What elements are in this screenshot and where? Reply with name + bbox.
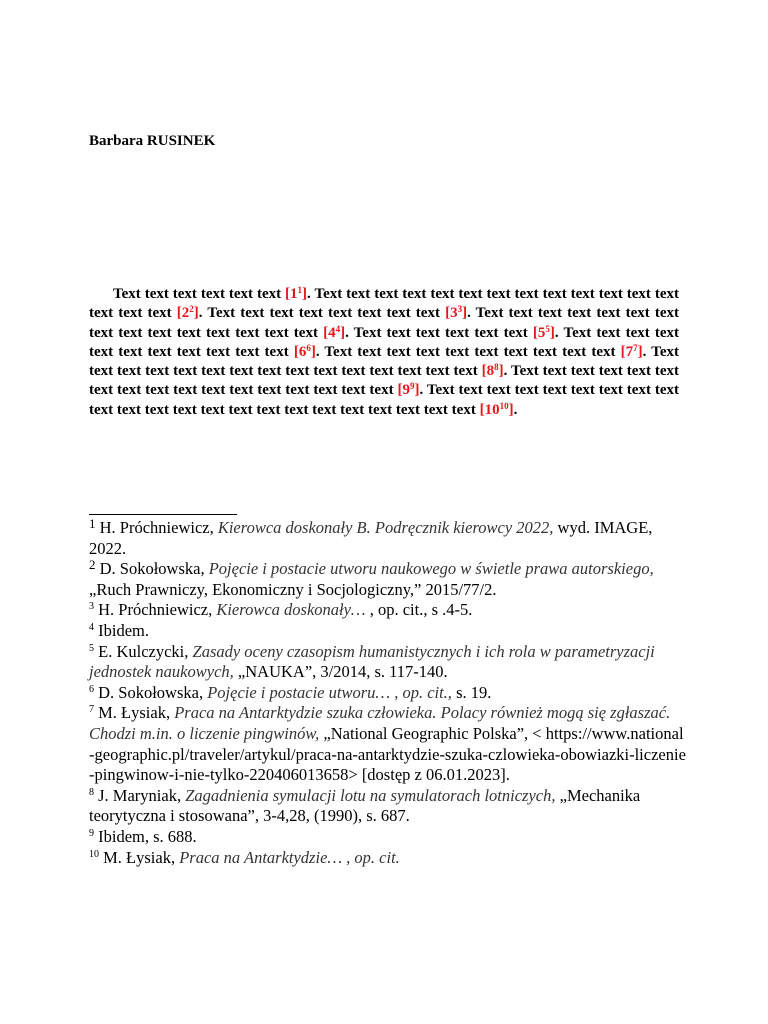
footnote-title: Zagadnienia symulacji lotu na symulatorach lotniczych, bbox=[185, 785, 560, 805]
footnote-number: 5 bbox=[89, 642, 94, 654]
citation-number: 10 bbox=[484, 401, 500, 418]
citation-reference[interactable]: $[8^8]$ bbox=[481, 362, 504, 380]
punctuation: . bbox=[503, 363, 511, 380]
punctuation: . bbox=[419, 382, 427, 399]
footnote-author: E. Kulczycki, bbox=[98, 641, 193, 661]
footnote-source: „NAUKA”, 3/2014, s. 117-140. bbox=[237, 662, 448, 682]
citation-reference[interactable]: $[2^2]$ bbox=[176, 304, 199, 322]
citation-reference[interactable]: $[10^{10}]$ bbox=[479, 400, 514, 418]
body-text-run: Text text text text text text text text text text text text text text text bbox=[89, 305, 679, 341]
footnote-marker: 1 bbox=[297, 285, 303, 295]
footnote-marker: 6 bbox=[306, 342, 311, 353]
footnote-item bbox=[89, 559, 689, 600]
footnote-author: M. Łysiak, bbox=[98, 703, 175, 723]
footnote-title: Pojęcie i postacie utworu… , op. cit., bbox=[207, 682, 452, 702]
citation-number: 3 bbox=[450, 305, 458, 322]
citation-number: 2 bbox=[181, 305, 190, 322]
footnote-number: 9 bbox=[89, 827, 94, 839]
citation-number: 1 bbox=[290, 286, 298, 302]
citation-reference[interactable]: $[4^4]$ bbox=[323, 323, 346, 341]
body-text-run: Text text text text text text text text text text text bbox=[89, 324, 679, 360]
punctuation: . bbox=[315, 343, 325, 360]
punctuation: . bbox=[513, 401, 518, 418]
footnote-author: D. Sokołowska, bbox=[98, 682, 208, 702]
body-text-run: Text text text text text text text text text text bbox=[324, 343, 621, 360]
footnote-number: 2 bbox=[89, 557, 96, 573]
citation-reference[interactable]: $[9^9]$ bbox=[397, 381, 420, 399]
punctuation: . bbox=[198, 305, 208, 322]
footnote-number: 6 bbox=[89, 683, 94, 695]
footnote-marker: 7 bbox=[633, 342, 638, 353]
footnote-item bbox=[89, 703, 689, 785]
footnote-item bbox=[89, 518, 689, 559]
footnote-title: Praca na Antarktydzie szuka człowieka. Polacy również mogą się zgłaszać. Chodzi m.in. o liczenie pingwinów, bbox=[89, 703, 671, 743]
footnote-title: Praca na Antarktydzie… , op. cit. bbox=[179, 847, 400, 867]
footnote-author: H. Próchniewicz, bbox=[98, 600, 217, 620]
body-text-run: Text text text text text text bbox=[113, 286, 286, 302]
citation-number: 5 bbox=[537, 324, 546, 341]
footnote-author: Ibidem, s. 688. bbox=[98, 826, 197, 846]
footnote-title: Zasady oceny czasopism humanistycznych i ich rola w parametryzacji jednostek naukowych, bbox=[89, 641, 655, 682]
footnote-item bbox=[89, 683, 689, 704]
footnote-item bbox=[89, 848, 689, 869]
footnote-number: 10 bbox=[89, 848, 99, 860]
citation-number: 6 bbox=[298, 343, 307, 360]
citation-reference[interactable]: $[1^1]$ bbox=[285, 285, 308, 302]
citation-reference[interactable]: $[3^3]$ bbox=[445, 304, 468, 322]
footnote-number: 4 bbox=[89, 621, 94, 633]
footnote-source: „Ruch Prawniczy, Ekonomiczny i Socjologiczny,” 2015/77/2. bbox=[89, 579, 497, 599]
footnote-marker: 8 bbox=[494, 362, 499, 373]
body-text-run: Text text text text text text bbox=[353, 324, 533, 341]
footnote-author: M. Łysiak, bbox=[103, 847, 180, 867]
footnote-item bbox=[89, 786, 689, 827]
footnote-author: J. Maryniak, bbox=[98, 785, 186, 805]
citation-number: 7 bbox=[625, 343, 634, 360]
body-text-run: Text text text text text text text text text text text text text text text text bbox=[89, 286, 679, 322]
citation-reference[interactable]: $[6^6]$ bbox=[293, 342, 316, 360]
body-text-run: Text text text text text text text text text text text text text text text text text bbox=[89, 363, 679, 399]
footnote-marker: 5 bbox=[545, 323, 550, 334]
body-text-run: Text text text text text text text text text text text text text text text text text text text text text text text bbox=[89, 382, 679, 418]
body-text-run: Text text text text text text text text text text text text text text text bbox=[89, 343, 679, 380]
footnote-title: Pojęcie i postacie utworu naukowego w świetle prawa autorskiego, bbox=[208, 559, 654, 579]
footnote-source: s. 19. bbox=[451, 682, 492, 702]
body-paragraph bbox=[89, 285, 679, 420]
footnote-marker: 4 bbox=[335, 323, 341, 334]
footnote-author: H. Próchniewicz, bbox=[99, 518, 218, 537]
footnote-marker: 9 bbox=[409, 381, 415, 392]
punctuation: . bbox=[345, 324, 354, 341]
footnotes-list bbox=[89, 518, 689, 868]
citation-number: 8 bbox=[486, 363, 495, 380]
footnote-separator bbox=[89, 514, 237, 515]
footnote-marker: 2 bbox=[189, 304, 194, 315]
citation-number: 9 bbox=[402, 382, 410, 399]
footnote-number: 7 bbox=[89, 704, 94, 716]
punctuation: . bbox=[642, 343, 652, 360]
footnote-number: 1 bbox=[89, 516, 96, 531]
footnote-source: „National Geographic Polska”, < https://www.national-geographic.pl/traveler/artykul/praca-na-antarktydzie-szuka-czlowieka-obowiazki-liczenie-pingwinow-i-nie-tylko-220406013658> [dostęp z 06.01.2023]. bbox=[89, 723, 686, 785]
footnote-author: Ibidem. bbox=[98, 620, 149, 640]
footnote-author: D. Sokołowska, bbox=[99, 559, 209, 579]
footnote-item bbox=[89, 600, 689, 621]
footnote-item bbox=[89, 642, 689, 683]
citation-reference[interactable]: $[7^7]$ bbox=[620, 342, 643, 360]
footnote-title: Kierowca doskonały… bbox=[216, 600, 370, 620]
author-name: Barbara RUSINEK bbox=[89, 133, 216, 149]
footnote-marker: 10 bbox=[499, 400, 509, 411]
footnote-number: 8 bbox=[89, 786, 94, 798]
punctuation: . bbox=[467, 305, 476, 322]
footnote-number: 3 bbox=[89, 601, 94, 613]
footnote-marker: 3 bbox=[457, 304, 463, 315]
footnote-source: , op. cit., s .4-5. bbox=[369, 600, 473, 620]
citation-number: 4 bbox=[328, 324, 336, 341]
footnote-item bbox=[89, 827, 689, 848]
citation-reference[interactable]: $[5^5]$ bbox=[532, 323, 555, 341]
footnote-title: Kierowca doskonały B. Podręcznik kierowcy 2022, bbox=[217, 518, 554, 537]
punctuation: . bbox=[554, 324, 564, 341]
footnote-item bbox=[89, 621, 689, 642]
punctuation: . bbox=[307, 286, 315, 302]
body-text-run: Text text text text text text text text bbox=[207, 305, 446, 322]
footnote-source: wyd. IMAGE, 2022. bbox=[89, 518, 653, 558]
footnote-source: „Mechanika teorytyczna i stosowana”, 3-4,28, (1990), s. 687. bbox=[89, 785, 641, 826]
